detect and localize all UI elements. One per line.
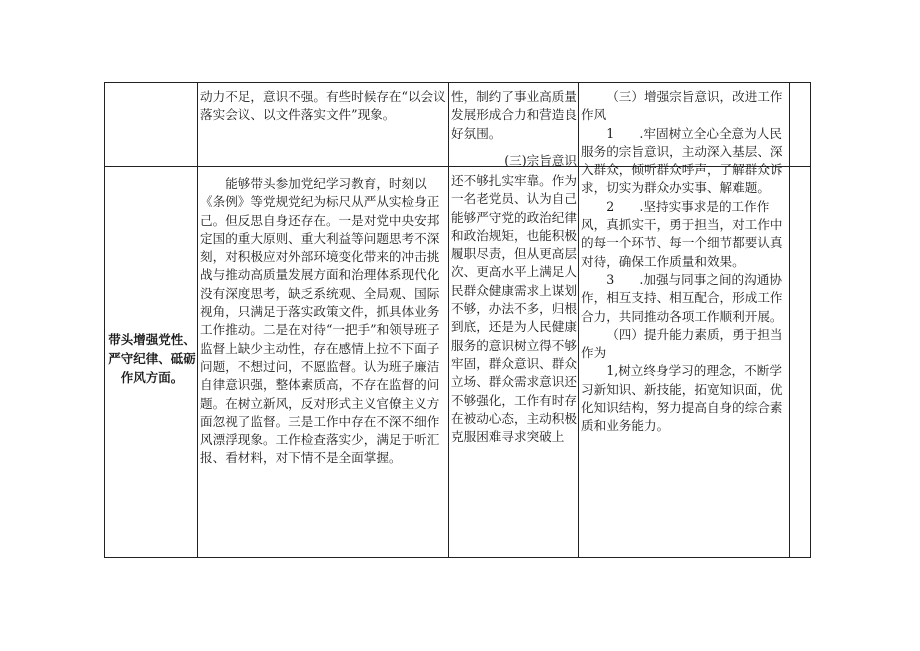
paragraph: 3 .加强与同事之间的沟通协作，相互支持、相互配合，形成工作合力，共同推动各项工作顺利开展。 bbox=[581, 271, 783, 324]
table-column-divider bbox=[789, 82, 790, 558]
table-border-top bbox=[104, 82, 811, 83]
table-border-right bbox=[810, 82, 811, 558]
section-heading: （三）增强宗旨意识，改进工作作风 bbox=[581, 89, 783, 123]
paragraph: 还不够扎实牢靠。作为一名老党员、认为自己能够严守党的政治纪律和政治规矩，也能积极履职尽责，但从更高层次、更高水平上满足人民群众健康需求上谋划不够，办法不多，归根到底，还是为人民健康服务的意识树立得不够牢固，群众意识、群众立场、群众需求意识还不够强化，工作有时存在被动心态，主动积极克服困难寻求突破上 bbox=[451, 173, 577, 445]
table-column-divider bbox=[197, 82, 198, 558]
paragraph: 能够带头参加党纪学习教育，时刻以《条例》等党规党纪为标尺从严从实检身正己。但反思自身还存在。一是对党中央安邦定国的重大原则、重大利益等问题思考不深刻，对积极应对外部环境变化带来的冲击挑战与推动高质量发展方面和治理体系现代化没有深度思考，缺乏系统观、全局观、国际视角，只满足于落实政策文件，抓具体业务工作推动。二是在对待“一把手”和领导班子监督上缺少主动性，存在感情上拉不下面子问题，不想过问，不愿监督。认为班子廉洁自律意识强，整体素质高，不存在监督的问题。在树立新风，反对形式主义官僚主义方面忽视了监督。三是工作中存在不深不细作风漂浮现象。工作检查落实少，满足于听汇报、看材料，对下情不是全面掌握。 bbox=[200, 176, 440, 466]
table-column-divider bbox=[578, 82, 579, 558]
problem-text-main bbox=[200, 175, 447, 468]
cause-text-main bbox=[451, 172, 577, 446]
problem-text-top bbox=[200, 88, 447, 125]
paragraph: 2 .坚持实事求是的工作作风，真抓实干，勇于担当，对工作中的每一个环节、每一个细节都要认真对待，确保工作质量和效果。 bbox=[581, 198, 783, 269]
measures-text bbox=[581, 88, 786, 436]
table-border-left bbox=[104, 82, 105, 558]
paragraph: 动力不足，意识不强。有些时候存在“以会议落实会议、以文件落实文件”现象。 bbox=[200, 89, 446, 123]
table-column-divider bbox=[448, 82, 449, 558]
paragraph: 性，制约了事业高质量发展形成合力和营造良好氛围。 bbox=[451, 89, 577, 141]
row-label: 带头增强党性、严守纪律、砥砺作风方面。 bbox=[108, 332, 196, 385]
table-border-bottom bbox=[104, 557, 811, 558]
cause-heading: (三)宗旨意识 bbox=[504, 153, 577, 168]
paragraph: 1,树立终身学习的理念，不断学习新知识、新技能，拓宽知识面，优化知识结构，努力提高自身的综合素质和业务能力。 bbox=[581, 363, 783, 434]
section-heading: （四）提升能力素质，勇于担当作为 bbox=[581, 326, 783, 361]
cause-text-top bbox=[451, 88, 577, 143]
paragraph: 1 .牢固树立全心全意为人民服务的宗旨意识，主动深入基层、深入群众，倾听群众呼声，了解群众诉求，切实为群众办实事、解难题。 bbox=[581, 125, 783, 196]
